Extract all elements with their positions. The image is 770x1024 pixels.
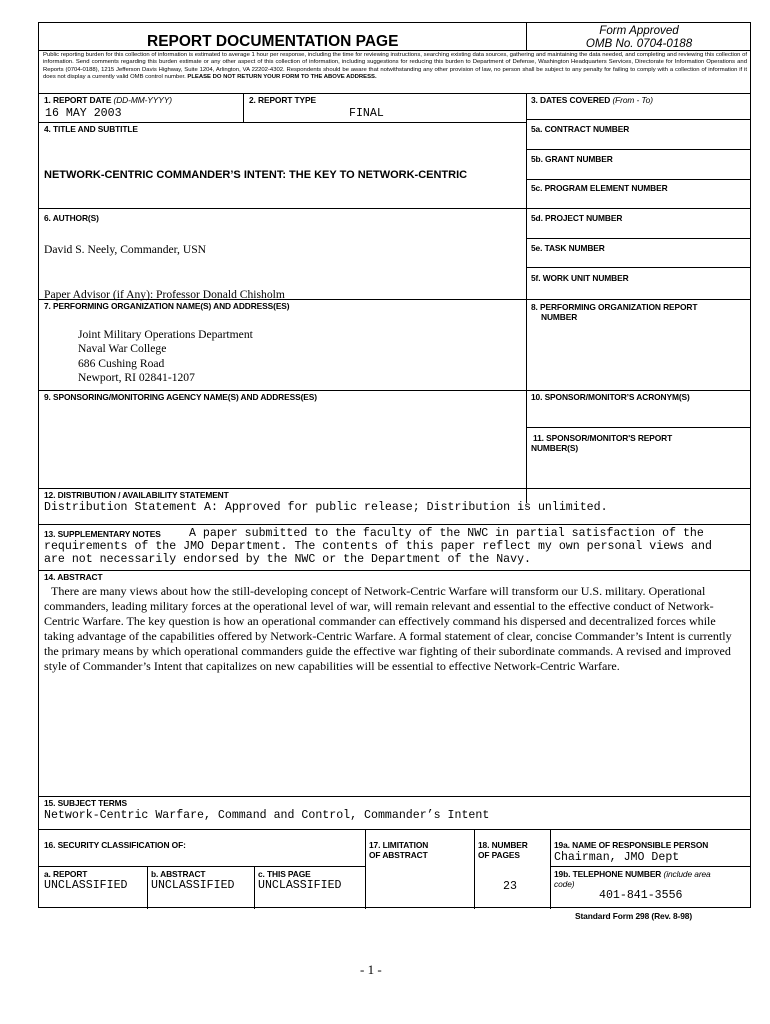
report-date-label: 1. REPORT DATE (DD-MM-YYYY) xyxy=(44,95,172,105)
sponsor-report-label-2: NUMBER(S) xyxy=(531,443,579,453)
number-pages-label-1: 18. NUMBER xyxy=(478,840,528,850)
security-classification-label: 16. SECURITY CLASSIFICATION OF: xyxy=(44,840,186,850)
form-approved-label: Form Approved xyxy=(599,24,679,37)
paper-advisor: Paper Advisor (if Any): Professor Donald Chisholm xyxy=(44,288,285,301)
abstract-class-value: UNCLASSIFIED xyxy=(151,879,235,892)
standard-form-label: Standard Form 298 (Rev. 8-98) xyxy=(575,911,693,921)
abstract-class-label: b. ABSTRACT xyxy=(151,869,206,879)
performing-report-label-1: 8. PERFORMING ORGANIZATION REPORT xyxy=(531,302,698,312)
burden-warning: PLEASE DO NOT RETURN YOUR FORM TO THE ABOVE ADDRESS. xyxy=(187,74,377,81)
performing-report-label-2: NUMBER xyxy=(541,312,578,322)
performing-org-label: 7. PERFORMING ORGANIZATION NAME(S) AND ADDRESS(ES) xyxy=(44,301,290,311)
limitation-label-2: OF ABSTRACT xyxy=(369,850,428,860)
page-number: - 1 - xyxy=(360,962,382,977)
burden-statement: Public reporting burden for this collection of information is estimated to average 1 hour per response, including the time for reviewing instructions, searching existing data sources, gathering and maintaining the data needed, and completing and reviewing this collection of information. Send comments regarding this burden estimate or any other aspect of this collection of information, including suggestions for reducing this burden to Department of Defense, Washington Headquarters Services, Directorate for Information Operations and Reports (0704-0188), 1215 Jefferson Davis Highway, Suite 1204, Arlington, VA 22202-4302. Respondents should be aware that notwithstanding any other provision of law, no person shall be subject to any penalty for failing to comply with a collection of information if it does not display a currently valid OMB control number. PLEASE DO NOT RETURN YOUR FORM TO THE ABOVE ADDRESS. xyxy=(43,52,747,81)
report-type-value: FINAL xyxy=(349,107,384,120)
telephone-hint: code) xyxy=(554,879,575,889)
org-address-line: Newport, RI 02841-1207 xyxy=(78,371,195,384)
distribution-label: 12. DISTRIBUTION / AVAILABILITY STATEMENT xyxy=(44,490,229,500)
org-address-line: Joint Military Operations Department xyxy=(78,328,253,341)
telephone-value: 401-841-3556 xyxy=(599,889,683,902)
telephone-label: 19b. TELEPHONE NUMBER (include area xyxy=(554,869,711,879)
sponsor-acronym-label: 10. SPONSOR/MONITOR’S ACRONYM(S) xyxy=(531,392,690,402)
abstract-text: There are many views about how the still-developing concept of Network-Centric Warfare will transform our U.S. military. Operational commanders, leading military forces at the operational level of war, will remain relevant and essential to the effective conduct of Network-Centric Warfare. The key question is how an operational commander can effectively command his dispersed and decentralized forces while taking advantage of the capabilities offered by Network-Centric Warfare. A formal statement of clear, concise Commander’s Intent is currently the primary means by which operational commanders guide the effective war fighting of their subordinate commands. A revised and improved style of Commander’s Intent that capitalizes on new capabilities will be essential to effective Network-Centric Warfare. xyxy=(44,584,732,673)
supplementary-label: 13. SUPPLEMENTARY NOTES xyxy=(44,529,161,539)
omb-number: OMB No. 0704-0188 xyxy=(585,37,693,50)
page-class-value: UNCLASSIFIED xyxy=(258,879,342,892)
work-unit-label: 5f. WORK UNIT NUMBER xyxy=(531,273,629,283)
responsible-person-value: Chairman, JMO Dept xyxy=(554,851,680,864)
number-pages-value: 23 xyxy=(503,880,517,893)
subject-terms-label: 15. SUBJECT TERMS xyxy=(44,798,127,808)
report-documentation-form xyxy=(38,22,751,908)
page-class-label: c. THIS PAGE xyxy=(258,869,311,879)
supplementary-line: requirements of the JMO Department. The contents of this paper reflect my own personal views and xyxy=(44,540,712,553)
title-label: 4. TITLE AND SUBTITLE xyxy=(44,124,138,134)
org-address-line: 686 Cushing Road xyxy=(78,357,165,370)
responsible-person-label: 19a. NAME OF RESPONSIBLE PERSON xyxy=(554,840,709,850)
program-element-label: 5c. PROGRAM ELEMENT NUMBER xyxy=(531,183,668,193)
form-title: REPORT DOCUMENTATION PAGE xyxy=(147,33,399,50)
dates-covered-label: 3. DATES COVERED (From - To) xyxy=(531,95,653,105)
supplementary-line: are not necessarily endorsed by the NWC or the Department of the Navy. xyxy=(44,553,532,566)
grant-number-label: 5b. GRANT NUMBER xyxy=(531,154,613,164)
abstract-label: 14. ABSTRACT xyxy=(44,572,103,582)
number-pages-label-2: OF PAGES xyxy=(478,850,520,860)
contract-number-label: 5a. CONTRACT NUMBER xyxy=(531,124,630,134)
limitation-label-1: 17. LIMITATION xyxy=(369,840,429,850)
report-class-label: a. REPORT xyxy=(44,869,88,879)
authors-label: 6. AUTHOR(S) xyxy=(44,213,99,223)
sponsor-report-label-1: 11. SPONSOR/MONITOR'S REPORT xyxy=(533,433,673,443)
supplementary-line: A paper submitted to the faculty of the NWC in partial satisfaction of the xyxy=(189,527,704,540)
report-type-label: 2. REPORT TYPE xyxy=(249,95,317,105)
sponsoring-agency-label: 9. SPONSORING/MONITORING AGENCY NAME(S) AND ADDRESS(ES) xyxy=(44,392,317,402)
author-name: David S. Neely, Commander, USN xyxy=(44,243,207,256)
task-number-label: 5e. TASK NUMBER xyxy=(531,243,605,253)
org-address-line: Naval War College xyxy=(78,342,167,355)
title-value: NETWORK-CENTRIC COMMANDER’S INTENT: THE KEY TO NETWORK-CENTRIC xyxy=(44,169,468,181)
report-class-value: UNCLASSIFIED xyxy=(44,879,128,892)
report-date-value: 16 MAY 2003 xyxy=(45,107,122,120)
subject-terms-value: Network-Centric Warfare, Command and Control, Commander’s Intent xyxy=(44,809,490,822)
right-column-divider xyxy=(526,93,527,503)
distribution-value: Distribution Statement A: Approved for public release; Distribution is unlimited. xyxy=(44,501,608,514)
project-number-label: 5d. PROJECT NUMBER xyxy=(531,213,623,223)
